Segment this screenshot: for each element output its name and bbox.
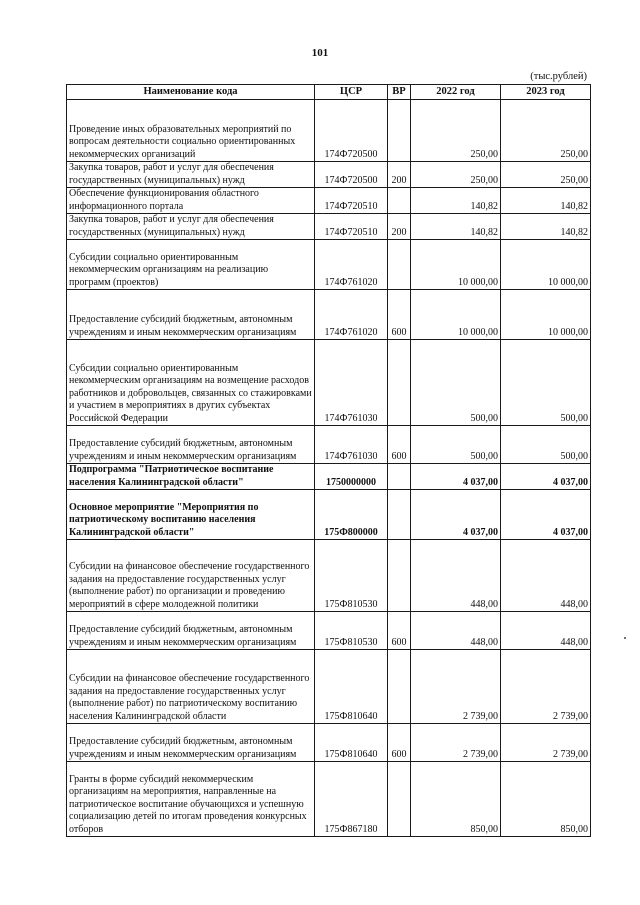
table-row — [67, 464, 591, 490]
header-vr: ВР — [388, 85, 411, 100]
table-row — [67, 162, 591, 188]
cell-2022: 448,00 — [411, 612, 501, 650]
cell-2023: 140,82 — [501, 188, 591, 214]
cell-vr — [388, 100, 411, 162]
cell-csr: 175Ф810530 — [315, 540, 388, 612]
cell-2023: 448,00 — [501, 540, 591, 612]
cell-2023: 10 000,00 — [501, 240, 591, 290]
cell-csr: 175Ф867180 — [315, 762, 388, 837]
cell-2023: 500,00 — [501, 426, 591, 464]
cell-name: Закупка товаров, работ и услуг для обеспечения государственных (муниципальных) нужд — [67, 214, 315, 240]
cell-2022: 250,00 — [411, 100, 501, 162]
cell-2023: 500,00 — [501, 340, 591, 426]
cell-csr: 174Ф761020 — [315, 240, 388, 290]
cell-name: Закупка товаров, работ и услуг для обеспечения государственных (муниципальных) нужд — [67, 162, 315, 188]
cell-vr — [388, 762, 411, 837]
cell-2023: 850,00 — [501, 762, 591, 837]
cell-2022: 4 037,00 — [411, 464, 501, 490]
cell-name: Субсидии социально ориентированным некоммерческим организациям на реализацию программ (проектов) — [67, 240, 315, 290]
cell-csr: 175Ф800000 — [315, 490, 388, 540]
header-2022: 2022 год — [411, 85, 501, 100]
cell-name: Субсидии на финансовое обеспечение государственного задания на предоставление государственных услуг (выполнение работ) по организации и проведению мероприятий в сфере молодежной политики — [67, 540, 315, 612]
cell-vr: 600 — [388, 290, 411, 340]
cell-csr: 174Ф761030 — [315, 426, 388, 464]
cell-vr — [388, 464, 411, 490]
cell-vr: 200 — [388, 214, 411, 240]
cell-csr: 174Ф720510 — [315, 214, 388, 240]
cell-vr: 600 — [388, 724, 411, 762]
cell-vr — [388, 188, 411, 214]
cell-name: Обеспечение функционирования областного информационного портала — [67, 188, 315, 214]
table-row — [67, 290, 591, 340]
table-row — [67, 650, 591, 724]
cell-2023: 2 739,00 — [501, 724, 591, 762]
scan-speck — [624, 637, 626, 639]
table-row — [67, 612, 591, 650]
cell-2022: 850,00 — [411, 762, 501, 837]
cell-name: Субсидии на финансовое обеспечение государственного задания на предоставление государственных услуг (выполнение работ) по патриотическому воспитанию населения Калининградской области — [67, 650, 315, 724]
cell-vr — [388, 340, 411, 426]
cell-csr: 174Ф720510 — [315, 188, 388, 214]
header-row — [67, 85, 591, 100]
cell-2022: 2 739,00 — [411, 650, 501, 724]
cell-name: Субсидии социально ориентированным некоммерческим организациям на возмещение расходов работников и добровольцев, связанных со стажировками и участием в мероприятиях в других субъектах Российской Федерации — [67, 340, 315, 426]
cell-2023: 4 037,00 — [501, 490, 591, 540]
cell-name: Предоставление субсидий бюджетным, автономным учреждениям и иным некоммерческим организациям — [67, 724, 315, 762]
table-body — [67, 100, 591, 837]
cell-csr: 175Ф810530 — [315, 612, 388, 650]
cell-csr: 174Ф761020 — [315, 290, 388, 340]
header-2023: 2023 год — [501, 85, 591, 100]
cell-vr — [388, 490, 411, 540]
cell-2022: 140,82 — [411, 188, 501, 214]
cell-csr: 1750000000 — [315, 464, 388, 490]
table-row — [67, 540, 591, 612]
table-row — [67, 214, 591, 240]
cell-2023: 250,00 — [501, 100, 591, 162]
cell-name: Проведение иных образовательных мероприятий по вопросам деятельности социально ориентированных некоммерческих организаций — [67, 100, 315, 162]
cell-2022: 10 000,00 — [411, 240, 501, 290]
cell-name: Предоставление субсидий бюджетным, автономным учреждениям и иным некоммерческим организациям — [67, 612, 315, 650]
cell-vr: 600 — [388, 426, 411, 464]
cell-2023: 4 037,00 — [501, 464, 591, 490]
cell-csr: 175Ф810640 — [315, 724, 388, 762]
cell-csr: 174Ф720500 — [315, 162, 388, 188]
cell-2022: 448,00 — [411, 540, 501, 612]
cell-2022: 500,00 — [411, 340, 501, 426]
cell-name: Основное мероприятие "Мероприятия по патриотическому воспитанию населения Калининградской области" — [67, 490, 315, 540]
table-row — [67, 188, 591, 214]
cell-2022: 10 000,00 — [411, 290, 501, 340]
cell-2022: 2 739,00 — [411, 724, 501, 762]
cell-vr: 200 — [388, 162, 411, 188]
table-row — [67, 426, 591, 464]
header-name: Наименование кода — [67, 85, 315, 100]
cell-name: Предоставление субсидий бюджетным, автономным учреждениям и иным некоммерческим организациям — [67, 426, 315, 464]
cell-name: Гранты в форме субсидий некоммерческим организациям на мероприятия, направленные на патриотическое воспитание обучающихся и успешную социализацию детей по итогам проведения конкурсных отборов — [67, 762, 315, 837]
cell-name: Предоставление субсидий бюджетным, автономным учреждениям и иным некоммерческим организациям — [67, 290, 315, 340]
budget-table — [66, 84, 591, 837]
cell-vr — [388, 240, 411, 290]
cell-2023: 448,00 — [501, 612, 591, 650]
cell-csr: 174Ф720500 — [315, 100, 388, 162]
table-row — [67, 240, 591, 290]
cell-2022: 4 037,00 — [411, 490, 501, 540]
cell-csr: 175Ф810640 — [315, 650, 388, 724]
table-row — [67, 340, 591, 426]
cell-2023: 140,82 — [501, 214, 591, 240]
header-csr: ЦСР — [315, 85, 388, 100]
cell-2022: 250,00 — [411, 162, 501, 188]
cell-vr — [388, 650, 411, 724]
units-label: (тыс.рублей) — [530, 71, 587, 82]
cell-name: Подпрограмма "Патриотическое воспитание населения Калининградской области" — [67, 464, 315, 490]
table-row — [67, 762, 591, 837]
table-row — [67, 724, 591, 762]
cell-csr: 174Ф761030 — [315, 340, 388, 426]
cell-2023: 2 739,00 — [501, 650, 591, 724]
cell-2022: 500,00 — [411, 426, 501, 464]
cell-vr — [388, 540, 411, 612]
cell-2023: 10 000,00 — [501, 290, 591, 340]
cell-2023: 250,00 — [501, 162, 591, 188]
table-row — [67, 100, 591, 162]
page-number: 101 — [311, 47, 329, 59]
cell-vr: 600 — [388, 612, 411, 650]
table-row — [67, 490, 591, 540]
cell-2022: 140,82 — [411, 214, 501, 240]
